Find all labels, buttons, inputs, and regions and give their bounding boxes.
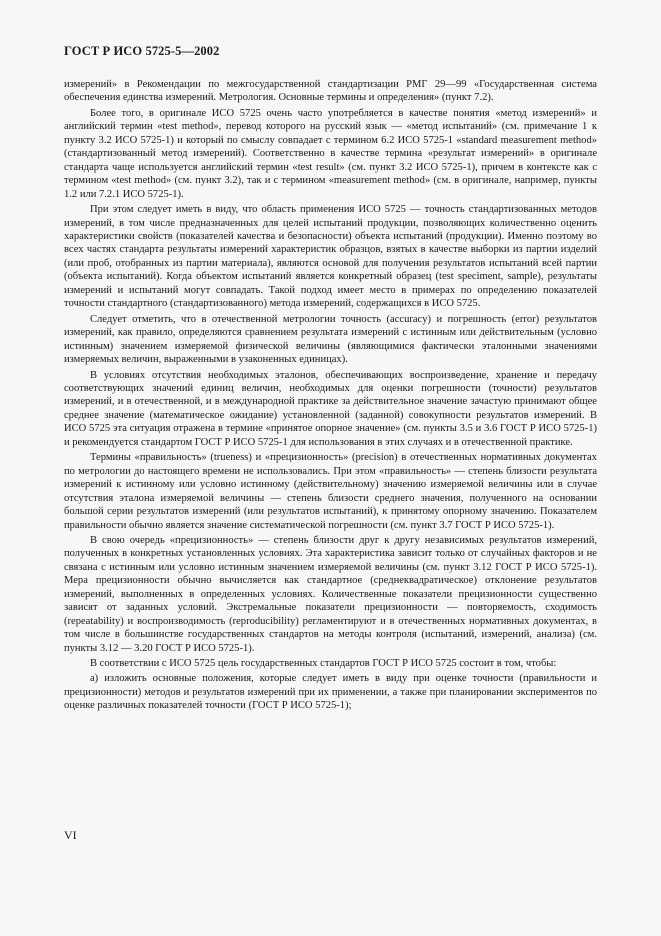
- page-header: ГОСТ Р ИСО 5725-5—2002: [64, 44, 220, 58]
- list-item: а) изложить основные положения, которые следует иметь в виду при оценке точности (правильности и прецизионности) методов и результатов измерений при их применении, а также при планировании экспериментов по оценке различных показателей точности (ГОСТ Р ИСО 5725-1);: [64, 673, 597, 712]
- paragraph: Термины «правильность» (trueness) и «прецизионность» (precision) в отечественных нормативных документах по метрологии до настоящего времени не использовались. При этом «правильность» — степень близости результата измерений к истинному или условно истинному (действительному) значению измеряемой величины или в случае отсутствия эталона измеряемой величины — степень близости среднего значения, полученного на основании большой серии результатов измерений (или результатов испытаний), к принятому опорному значению. Показателем правильности обычно является значение систематической погрешности (см. пункт 3.7 ГОСТ Р ИСО 5725-1).: [64, 452, 597, 531]
- paragraph: В соответствии с ИСО 5725 цель государственных стандартов ГОСТ Р ИСО 5725 состоит в том, чтобы:: [90, 658, 557, 670]
- body-text: [64, 78, 597, 713]
- paragraph: Следует отметить, что в отечественной метрологии точность (accuracy) и погрешность (error) результатов измерений, как правило, определяются сравнением результата измерений с истинным или действительным (условно истинным) значением измеряемой физической величины (являющимися фактически эталонными значениями измеряемых величин, выраженными в узаконенных единицах).: [64, 313, 597, 366]
- paragraph: измерений» в Рекомендации по межгосударственной стандартизации РМГ 29—99 «Государственная система обеспечения единства измерений. Метрология. Основные термины и определения» (пункт 7.2).: [64, 79, 597, 104]
- paragraph: В условиях отсутствия необходимых эталонов, обеспечивающих воспроизведение, хранение и передачу соответствующих значений единиц величин, необходимых для оценки погрешности (точности) результатов измерений, и в отечественной, и в международной практике за действительное значение зачастую принимают общее среднее значение (математическое ожидание) установленной (заданной) совокупности результатов измерений. В ИСО 5725 эта ситуация отражена в термине «принятое опорное значение» (см. пункты 3.5 и 3.6 ГОСТ Р ИСО 5725-1) и рекомендуется стандартом ГОСТ Р ИСО 5725-1 для использования в этих случаях и в отечественной практике.: [64, 369, 597, 448]
- paragraph: При этом следует иметь в виду, что область применения ИСО 5725 — точность стандартизованных методов измерений, в том числе предназначенных для целей испытаний продукции, позволяющих количественно оценить характеристики свойств (показателей качества и безопасности) объекта испытаний (продукции). Именно поэтому во всех частях стандарта результаты измерений характеристик образцов, взятых в качестве выборки из партии изделий (или проб, отобранных из партии материала), являются основой для получения результатов испытаний всей партии (объекта испытаний). Когда объектом испытаний является конкретный образец (test speciment, sample), результаты измерений и испытаний могут совпадать. Такой подход имеет место в примерах по определению показателей точности стандартного (стандартизованного) метода измерений, содержащихся в ИСО 5725.: [64, 204, 597, 310]
- paragraph: В свою очередь «прецизионность» — степень близости друг к другу независимых результатов измерений, полученных в конкретных установленных условиях. Эта характеристика зависит только от случайных факторов и не связана с истинным или условно истинным значением измеряемой величины (см. пункт 3.12 ГОСТ Р ИСО 5725-1). Мера прецизионности обычно вычисляется как стандартное (среднеквадратическое) отклонение результатов измерений, выполненных в определенных условиях. Количественные показатели прецизионности существенно зависят от заданных условий. Экстремальные показатели прецизионности — повторяемость, сходимость (repeatability) и воспроизводимость (reproducibility) регламентируют и в отечественных нормативных документах, в том числе в большинстве государственных стандартов на методы контроля (испытаний, измерений, анализа) (см. пункты 3.12 — 3.20 ГОСТ Р ИСО 5725-1).: [64, 534, 597, 654]
- paragraph: Более того, в оригинале ИСО 5725 очень часто употребляется в качестве понятия «метод измерений» и английский термин «test method», перевод которого на русский язык — «метод испытаний» (см. примечание 1 к пункту 3.2 ИСО 5725-1) и который по смыслу совпадает с термином 6.2 ИСО 5725-1 «standard measurement method» (стандартизованный метод измерений). Соответственно в качестве термина «результат измерений» в оригинале стандарта чаще используется английский термин «test result» (см. пункт 3.2 ИСО 5725-1), причем в контексте как с термином «test method» (см. пункт 3.2), так и с термином «measurement method» (см. в оригинале, например, пункты 1.2 или 7.2.1 ИСО 5725-1).: [64, 107, 597, 200]
- page-number: VI: [64, 828, 77, 842]
